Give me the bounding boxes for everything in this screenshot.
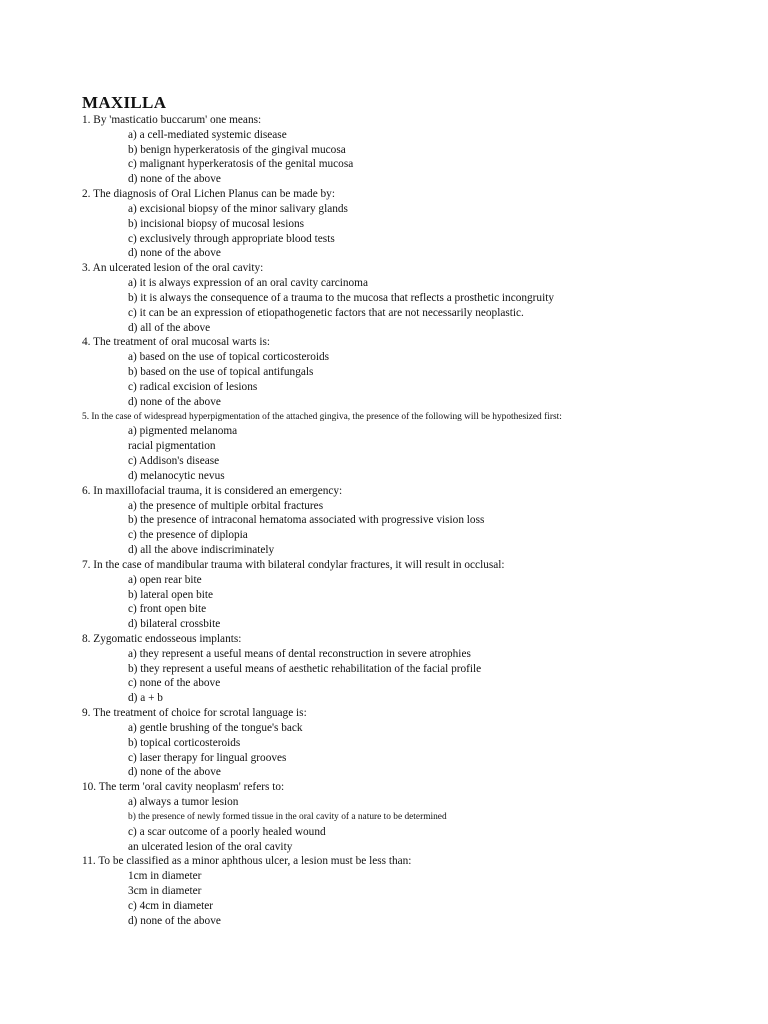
option-11a: 1cm in diameter xyxy=(128,870,202,883)
option-1d: d) none of the above xyxy=(128,173,221,186)
option-11c: c) 4cm in diameter xyxy=(128,899,214,912)
option-10a: a) always a tumor lesion xyxy=(128,796,239,809)
option-7d: d) bilateral crossbite xyxy=(128,618,221,631)
option-4d: d) none of the above xyxy=(128,395,221,408)
option-6c: c) the presence of diplopia xyxy=(128,529,248,542)
option-2d: d) none of the above xyxy=(128,247,221,260)
question-4: 4. The treatment of oral mucosal warts is: xyxy=(82,336,271,349)
option-1c: c) malignant hyperkeratosis of the genital mucosa xyxy=(128,158,354,171)
option-3b: b) it is always the consequence of a trauma to the mucosa that reflects a prosthetic incongruity xyxy=(128,291,554,304)
option-9d: d) none of the above xyxy=(128,766,221,779)
question-6: 6. In maxillofacial trauma, it is considered an emergency: xyxy=(82,484,343,497)
option-7c: c) front open bite xyxy=(128,603,207,616)
option-2c: c) exclusively through appropriate blood tests xyxy=(128,232,335,245)
option-1b: b) benign hyperkeratosis of the gingival mucosa xyxy=(128,143,346,156)
question-7: 7. In the case of mandibular trauma with bilateral condylar fractures, it will result in occlusal: xyxy=(82,558,505,571)
question-2: 2. The diagnosis of Oral Lichen Planus can be made by: xyxy=(82,188,335,201)
option-4b: b) based on the use of topical antifungals xyxy=(128,366,314,379)
question-9: 9. The treatment of choice for scrotal language is: xyxy=(82,707,307,720)
option-2b: b) incisional biopsy of mucosal lesions xyxy=(128,217,305,230)
option-8d: d) a + b xyxy=(128,692,163,705)
option-9c: c) laser therapy for lingual grooves xyxy=(128,751,287,764)
option-8b: b) they represent a useful means of aesthetic rehabilitation of the facial profile xyxy=(128,662,482,675)
option-7b: b) lateral open bite xyxy=(128,588,214,601)
option-11b: 3cm in diameter xyxy=(128,885,202,898)
option-5d: d) melanocytic nevus xyxy=(128,469,225,482)
option-7a: a) open rear bite xyxy=(128,573,202,586)
document-title: MAXILLA xyxy=(82,93,167,112)
option-3c: c) it can be an expression of etiopathogenetic factors that are not necessarily neoplastic. xyxy=(128,306,524,319)
option-3a: a) it is always expression of an oral cavity carcinoma xyxy=(128,277,368,290)
option-1a: a) a cell-mediated systemic disease xyxy=(128,128,287,141)
option-10d: an ulcerated lesion of the oral cavity xyxy=(128,840,293,853)
option-6d: d) all the above indiscriminately xyxy=(128,544,275,557)
question-8: 8. Zygomatic endosseous implants: xyxy=(82,632,242,645)
option-9b: b) topical corticosteroids xyxy=(128,736,241,749)
option-5c: c) Addison's disease xyxy=(128,455,220,468)
option-3d: d) all of the above xyxy=(128,321,211,334)
option-2a: a) excisional biopsy of the minor salivary glands xyxy=(128,202,348,215)
option-10b: b) the presence of newly formed tissue in the oral cavity of a nature to be determined xyxy=(128,811,447,822)
question-list xyxy=(82,113,562,929)
option-9a: a) gentle brushing of the tongue's back xyxy=(128,721,303,734)
option-11d: d) none of the above xyxy=(128,914,221,927)
option-8c: c) none of the above xyxy=(128,677,221,690)
question-3: 3. An ulcerated lesion of the oral cavity: xyxy=(82,262,264,275)
question-11: 11. To be classified as a minor aphthous ulcer, a lesion must be less than: xyxy=(82,855,412,868)
question-10: 10. The term 'oral cavity neoplasm' refers to: xyxy=(82,781,285,794)
option-8a: a) they represent a useful means of dental reconstruction in severe atrophies xyxy=(128,647,471,660)
question-5: 5. In the case of widespread hyperpigmentation of the attached gingiva, the presence of the following will be hypothesized first: xyxy=(82,411,562,422)
question-1: 1. By 'masticatio buccarum' one means: xyxy=(82,114,262,126)
option-4c: c) radical excision of lesions xyxy=(128,380,258,393)
option-10c: c) a scar outcome of a poorly healed wound xyxy=(128,825,326,838)
option-6b: b) the presence of intraconal hematoma associated with progressive vision loss xyxy=(128,514,485,527)
option-5b: racial pigmentation xyxy=(128,440,216,453)
option-6a: a) the presence of multiple orbital fractures xyxy=(128,499,324,512)
option-5a: a) pigmented melanoma xyxy=(128,425,238,438)
option-4a: a) based on the use of topical corticosteroids xyxy=(128,351,330,364)
